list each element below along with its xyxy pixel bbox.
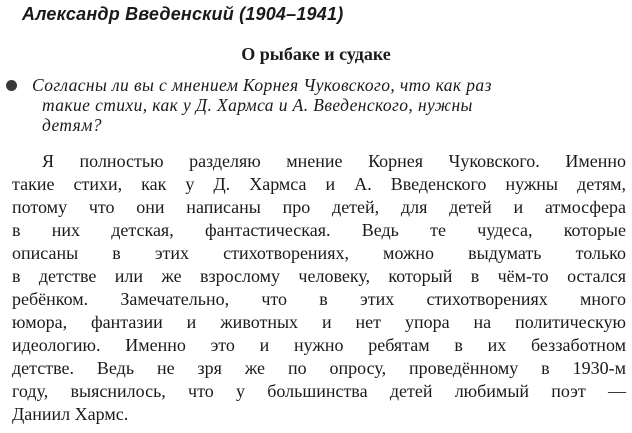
answer-line: юмора, фантазии и животных и нет упора на политическую [12, 312, 626, 332]
answer-line: детстве. Ведь не зря же по опросу, проведённому в 1930-м [12, 358, 626, 378]
question-line: детям? [42, 115, 102, 135]
answer-line: потому что они написаны про детей, для детей и атмосфера [12, 197, 626, 217]
answer-line: в них детская, фантастическая. Ведь те чудеса, которые [12, 220, 626, 240]
article-title: О рыбаке и судаке [241, 44, 391, 64]
answer-line: Даниил Хармс. [12, 404, 129, 424]
question-line: такие стихи, как у Д. Хармса и А. Введенского, нужны [42, 95, 473, 115]
bullet-icon [6, 80, 17, 91]
answer-line: идеологию. Именно это и нужно ребятам в их беззаботном [12, 335, 626, 355]
question-block [32, 75, 622, 135]
question-line: Согласны ли вы с мнением Корнея Чуковского, что как раз [32, 75, 492, 95]
answer-line: ребёнком. Замечательно, что в этих стихотворениях много [12, 289, 626, 309]
answer-line: описаны в этих стихотворениях, можно выдумать только [12, 243, 626, 263]
author-header: Александр Введенский (1904–1941) [22, 4, 344, 24]
answer-line: в детстве или же взрослому человеку, который в чём-то остался [12, 266, 626, 286]
answer-line: такие стихи, как у Д. Хармса и А. Введенского нужны детям, [12, 174, 626, 194]
answer-line: году, выяснилось, что у большинства детей любимый поэт — [12, 381, 626, 401]
answer-paragraph [12, 150, 626, 426]
answer-line: Я полностью разделяю мнение Корнея Чуковского. Именно [42, 151, 626, 171]
